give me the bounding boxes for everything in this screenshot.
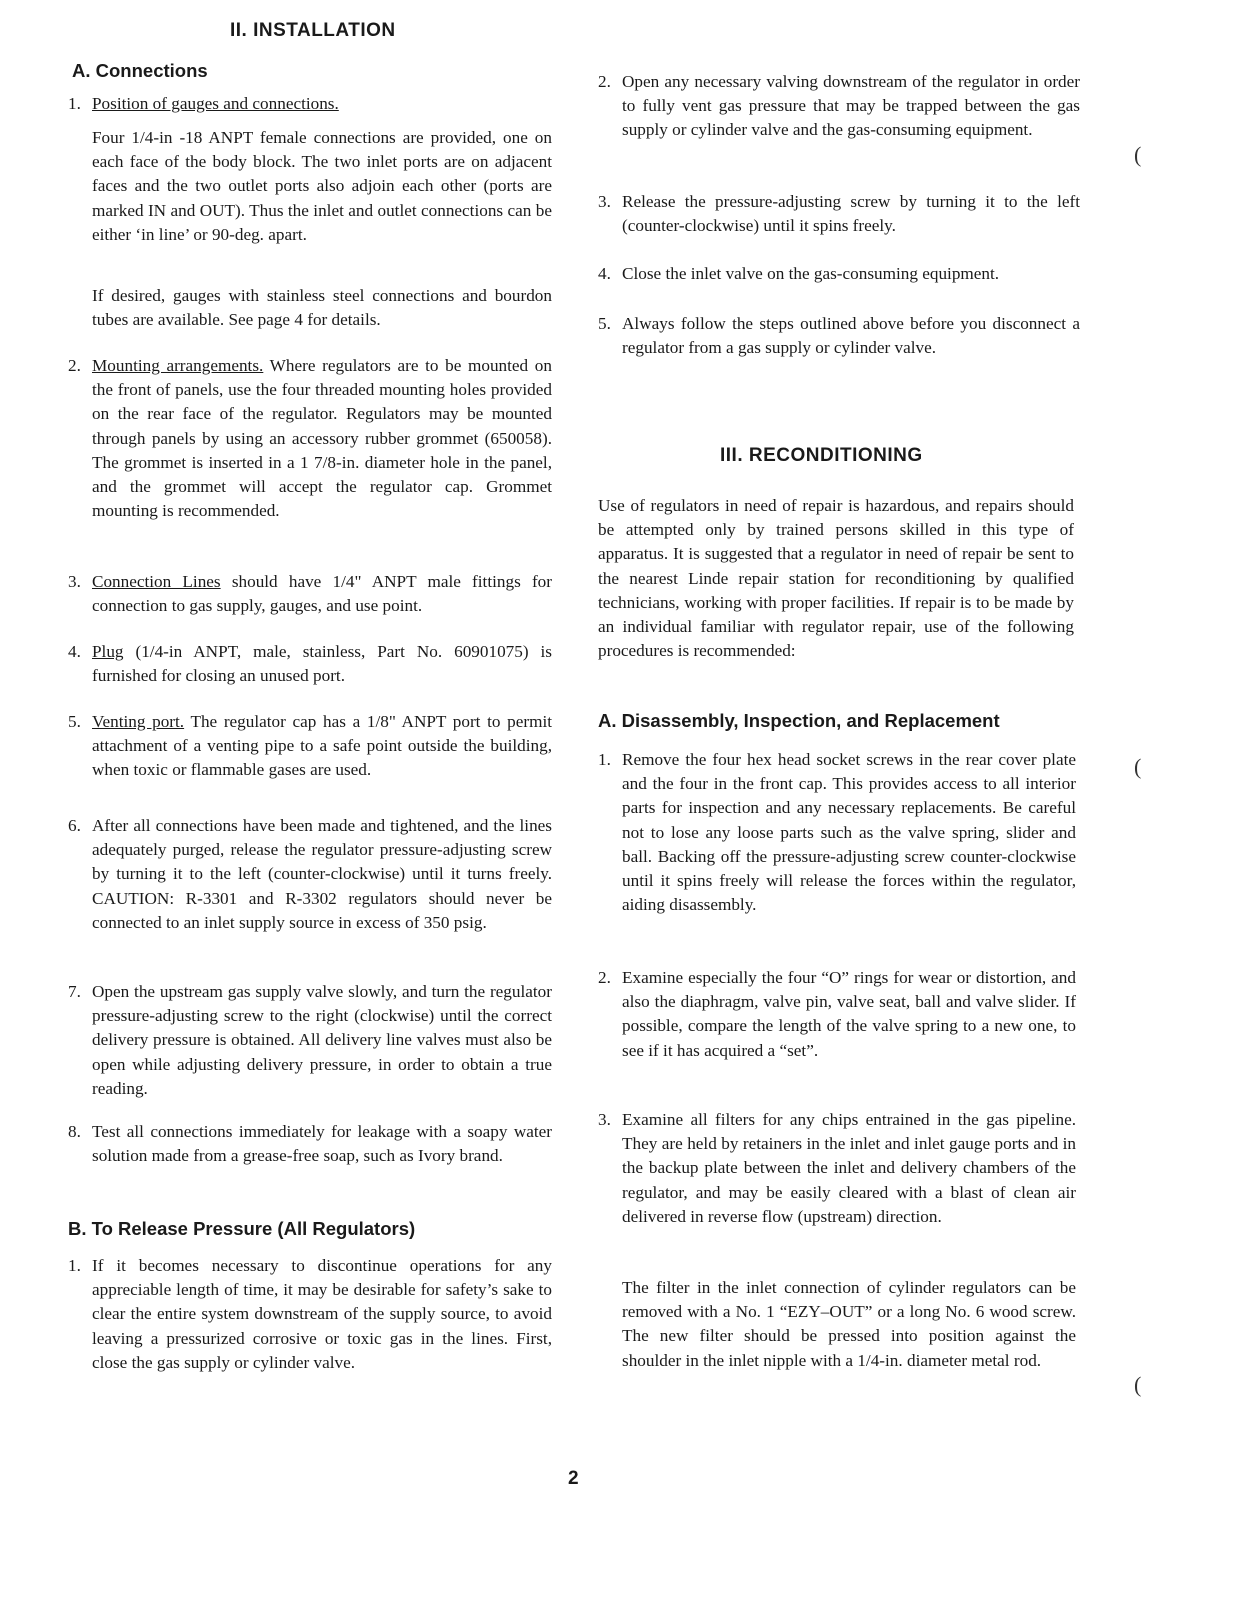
list-item: 1. Position of gauges and connections. bbox=[68, 94, 339, 113]
subheading-connections: A. Connections bbox=[72, 60, 208, 81]
subheading-release-pressure: B. To Release Pressure (All Regulators) bbox=[68, 1218, 416, 1239]
list-item: 1. If it becomes necessary to discontinue operations for any appreciable length of time, it may be desirable for safety’s sake to clear the entire system downstream of the supply source, to avoid leaving a pressurized corrosive or toxic gas in the lines. First, close the gas supply or cylinder valve. bbox=[68, 1256, 552, 1372]
list-item: 5. Always follow the steps outlined above before you disconnect a regulator from a gas supply or cylinder valve. bbox=[598, 314, 1080, 358]
list-item: 4. Plug (1/4-in ANPT, male, stainless, Part No. 60901075) is furnished for closing an unused port. bbox=[68, 642, 552, 686]
list-item: 3. Release the pressure-adjusting screw by turning it to the left (counter-clockwise) until it spins freely. bbox=[598, 192, 1080, 236]
section-title-installation: II. INSTALLATION bbox=[230, 20, 396, 41]
page-number: 2 bbox=[568, 1468, 579, 1489]
paragraph: Four 1/4-in -18 ANPT female connections are provided, one on each face of the body block. The two inlet ports are on adjacent faces and the two outlet ports also adjoin each other (ports are marked IN and OUT). Thus the inlet and outlet connections can be either ‘in line’ or 90-deg. apart. bbox=[92, 128, 552, 244]
margin-mark: ( bbox=[1134, 1372, 1142, 1397]
margin-mark: ( bbox=[1134, 142, 1142, 167]
list-item: 8. Test all connections immediately for leakage with a soapy water solution made from a grease-free soap, such as Ivory brand. bbox=[68, 1122, 552, 1166]
list-item: 6. After all connections have been made and tightened, and the lines adequately purged, release the regulator pressure-adjusting screw by turning it to the left (counter-clockwise) until it turns freely. CAUTION: R-3301 and R-3302 regulators should never be connected to an inlet supply source in excess of 350 psig. bbox=[68, 816, 552, 932]
list-item: 4. Close the inlet valve on the gas-consuming equipment. bbox=[598, 264, 1000, 283]
list-item: 3. Examine all filters for any chips entrained in the gas pipeline. They are held by retainers in the inlet and inlet gauge ports and in the backup plate between the inlet and delivery chambers of the regulator, and may be easily cleared with a blast of clean air delivered in reverse flow (upstream) direction. bbox=[598, 1110, 1076, 1226]
list-item: 7. Open the upstream gas supply valve slowly, and turn the regulator pressure-adjusting screw to the right (clockwise) until the correct delivery pressure is obtained. All delivery line valves must also be open while adjusting delivery pressure, in order to obtain a true reading. bbox=[68, 982, 552, 1098]
subheading-disassembly: A. Disassembly, Inspection, and Replacement bbox=[598, 710, 1000, 731]
margin-mark: ( bbox=[1134, 754, 1142, 779]
paragraph: Use of regulators in need of repair is hazardous, and repairs should be attempted only by trained persons skilled in this type of apparatus. It is suggested that a regulator in need of repair be sent to the nearest Linde repair station for reconditioning by qualified technicians, working with proper facilities. If repair is to be made by an individual familiar with regulator repair, use of the following procedures is recommended: bbox=[598, 496, 1074, 661]
list-item: 2. Examine especially the four “O” rings for wear or distortion, and also the diaphragm, valve pin, valve seat, ball and valve slider. If possible, compare the length of the valve spring to a new one, to see if it has acquired a “set”. bbox=[598, 968, 1076, 1060]
list-item: 1. Remove the four hex head socket screws in the rear cover plate and the four in the front cap. This provides access to all interior parts for inspection and any necessary replacements. Be careful not to lose any loose parts such as the valve spring, slider and ball. Backing off the pressure-adjusting screw counter-clockwise until it spins freely will release the forces within the regulator, aiding disassembly. bbox=[598, 750, 1076, 915]
list-item: 5. Venting port. The regulator cap has a 1/8" ANPT port to permit attachment of a venting pipe to a safe point outside the building, when toxic or flammable gases are used. bbox=[68, 712, 553, 780]
list-item: 2. Mounting arrangements. Where regulators are to be mounted on the front of panels, use the four threaded mounting holes provided on the rear face of the regulator. Regulators may be mounted through panels by using an accessory rubber grommet (650058). The grommet is inserted in a 1 7/8-in. diameter hole in the panel, and the grommet will accept the regulator cap. Grommet mounting is recommended. bbox=[68, 356, 552, 521]
paragraph: If desired, gauges with stainless steel connections and bourdon tubes are available. See page 4 for details. bbox=[92, 286, 552, 330]
section-title-reconditioning: III. RECONDITIONING bbox=[720, 445, 923, 466]
paragraph: The filter in the inlet connection of cylinder regulators can be removed with a No. 1 “EZY–OUT” or a long No. 6 wood screw. The new filter should be pressed into position against the shoulder in the inlet nipple with a 1/4-in. diameter metal rod. bbox=[622, 1278, 1076, 1370]
list-item: 2. Open any necessary valving downstream of the regulator in order to fully vent gas pressure that may be trapped between the gas supply or cylinder valve and the gas-consuming equipment. bbox=[598, 72, 1080, 140]
list-item: 3. Connection Lines should have 1/4" ANPT male fittings for connection to gas supply, gauges, and use point. bbox=[68, 572, 552, 616]
